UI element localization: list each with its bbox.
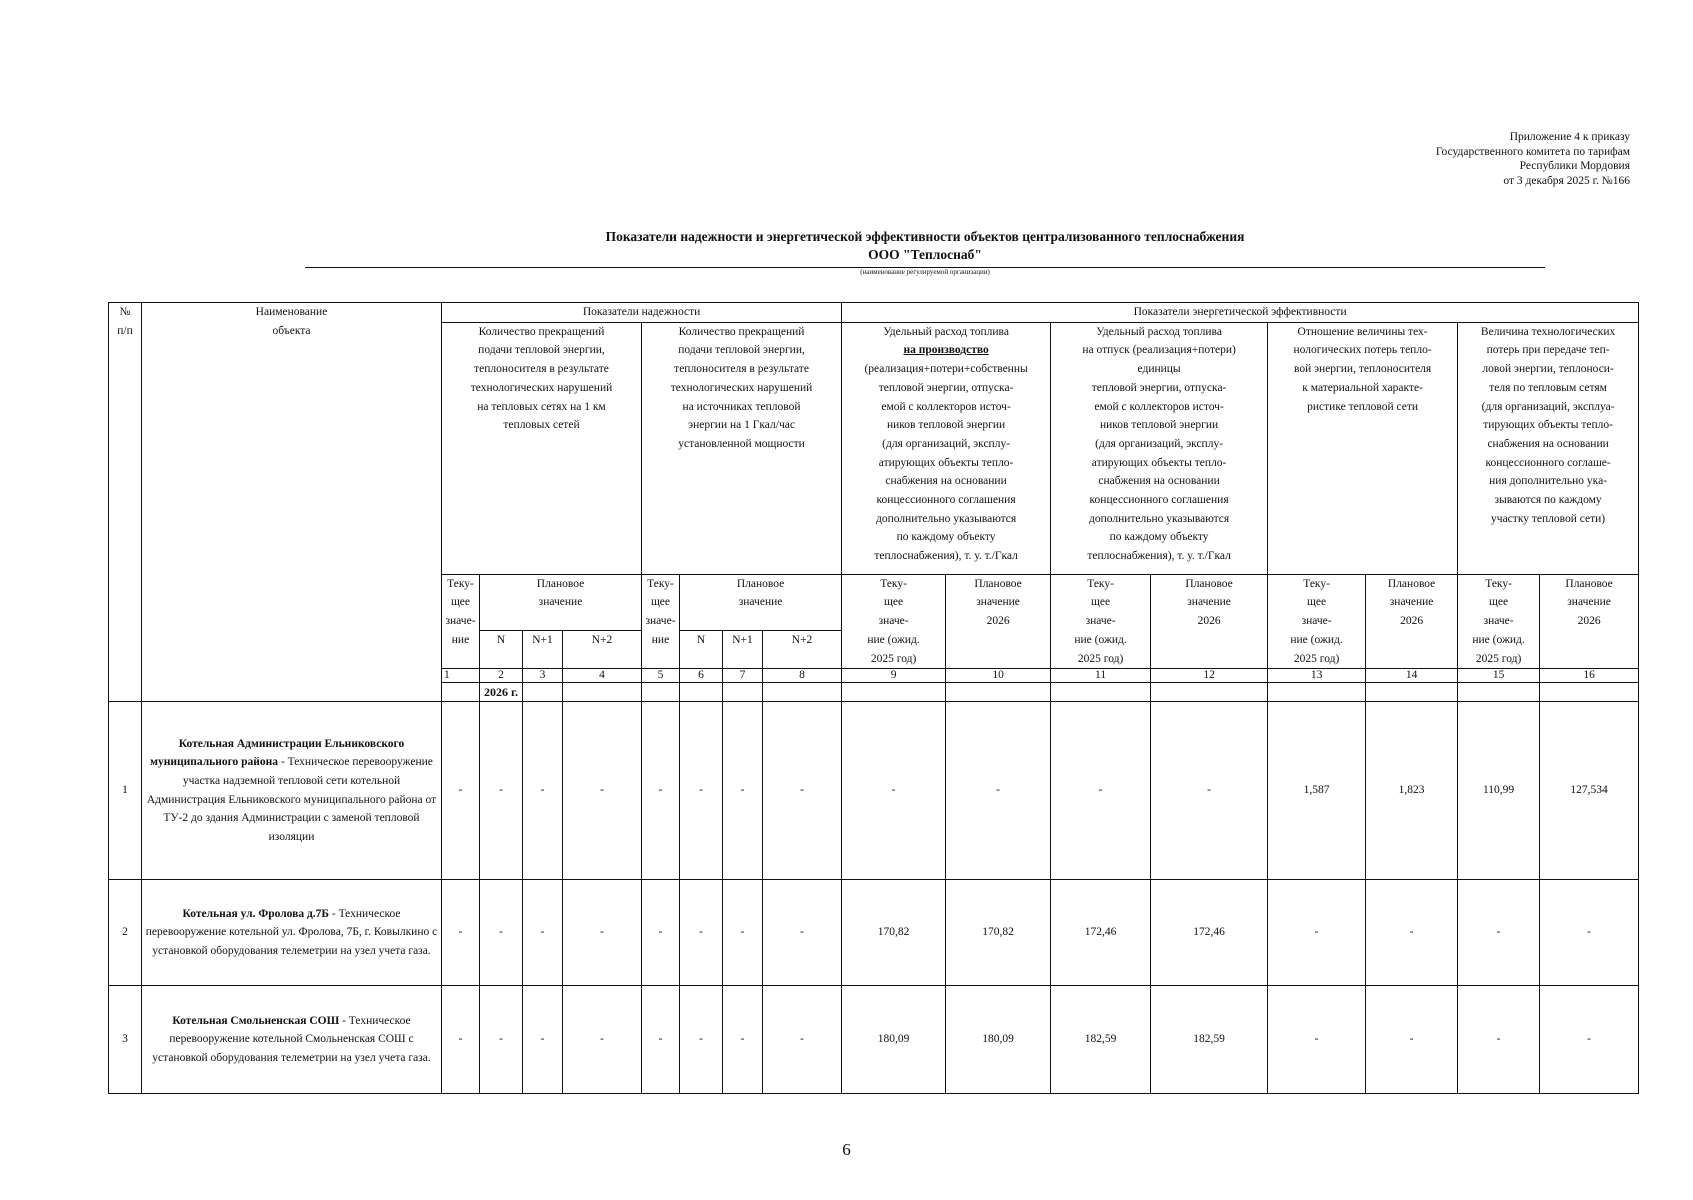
table-body [109, 702, 1639, 1094]
header-object-name: Наименование объекта [142, 303, 442, 702]
column-number: 5 [642, 669, 680, 683]
header-year-n1: N+1 [523, 631, 563, 669]
table-row [109, 986, 1639, 1094]
object-name-bold: Котельная Смольненская СОШ [172, 1014, 340, 1027]
value-cell: 1,823 [1366, 702, 1458, 880]
value-cell: 1,587 [1268, 702, 1366, 880]
value-cell: - [763, 702, 842, 880]
appendix-line: Государственного комитета по тарифам [1435, 145, 1630, 158]
value-cell: - [480, 702, 523, 880]
object-name-cell [142, 986, 442, 1094]
value-cell: 172,46 [1051, 880, 1151, 986]
value-cell: 182,59 [1051, 986, 1151, 1094]
organization-caption: (наименование регулируемой организации) [860, 268, 990, 276]
column-number: 8 [763, 669, 842, 683]
column-number: 15 [1458, 669, 1540, 683]
value-cell: 170,82 [842, 880, 946, 986]
header-year-n2: N+2 [563, 631, 642, 669]
header-planned-2026: Плановое значение 2026 [946, 574, 1051, 669]
value-cell: - [763, 880, 842, 986]
header-current-value-expected: Теку- щее значе- ние (ожид. 2025 год) [842, 574, 946, 669]
header-planned-2026: Плановое значение 2026 [1366, 574, 1458, 669]
object-name-cell [142, 880, 442, 986]
value-cell: - [642, 702, 680, 880]
organization-name: ООО "Теплоснаб" [868, 247, 982, 262]
object-name-bold: Котельная Администрации Ельниковского муниципального района [150, 737, 405, 769]
value-cell: - [523, 880, 563, 986]
value-cell: - [1540, 880, 1639, 986]
value-cell: - [680, 986, 723, 1094]
value-cell: 172,46 [1151, 880, 1268, 986]
column-number: 4 [563, 669, 642, 683]
value-cell: - [763, 986, 842, 1094]
table-row [109, 702, 1639, 880]
column-number: 10 [946, 669, 1051, 683]
appendix-line: Приложение 4 к приказу [1509, 131, 1630, 143]
value-cell: - [723, 880, 763, 986]
column-number: 3 [523, 669, 563, 683]
header-row-1 [109, 303, 1639, 323]
header-year-n: N [480, 631, 523, 669]
column-number: 13 [1268, 669, 1366, 683]
value-cell: - [1366, 986, 1458, 1094]
header-energy-efficiency: Показатели энергетической эффективности [842, 303, 1639, 323]
header-group-technological-losses: Величина технологических потерь при передаче теп- ловой энергии, теплоноси- теля по тепловым сетям (для организаций, эксплуа- тирующих объекты тепло- снабжения на основании концессионного соглаше- ния дополнительно ука- зываются по каждому участку тепловой сети) [1458, 322, 1639, 574]
header-number: № п/п [109, 303, 142, 702]
header-planned-2026: Плановое значение 2026 [1151, 574, 1268, 669]
value-cell: - [442, 702, 480, 880]
column-number: 11 [1051, 669, 1151, 683]
value-cell: - [642, 880, 680, 986]
value-cell: - [723, 986, 763, 1094]
column-number: 1 [442, 669, 480, 683]
column-number: 16 [1540, 669, 1639, 683]
page-number: 6 [842, 1140, 851, 1159]
value-cell: 127,534 [1540, 702, 1639, 880]
value-cell: - [480, 986, 523, 1094]
value-cell: - [563, 702, 642, 880]
header-current-value-expected: Теку- щее значе- ние (ожид. 2025 год) [1458, 574, 1540, 669]
value-cell: - [1458, 986, 1540, 1094]
value-cell: - [523, 986, 563, 1094]
object-name-description: - Техническое перевооружение котельной ул. Фролова, 7Б, г. Ковылкино с установкой оборудования телеметрии на узел учета газа. [145, 907, 438, 958]
header-group-loss-ratio: Отношение величины тех- нологических потерь тепло- вой энергии, теплоносителя к материальной характе- ристике тепловой сети [1268, 322, 1458, 574]
value-cell: - [946, 702, 1051, 880]
header-current-value: Теку- щее значе- ние [642, 574, 680, 669]
value-cell: - [1268, 986, 1366, 1094]
value-cell: - [642, 986, 680, 1094]
table-row [109, 880, 1639, 986]
value-cell: 182,59 [1151, 986, 1268, 1094]
header-current-value-expected: Теку- щее значе- ние (ожид. 2025 год) [1268, 574, 1366, 669]
header-planned-value: Плановое значение [680, 574, 842, 631]
header-year-n2: N+2 [763, 631, 842, 669]
document-title [305, 228, 1545, 264]
indicators-table [108, 302, 1639, 1094]
appendix-line: Республики Мордовия [1519, 160, 1630, 172]
value-cell: - [680, 702, 723, 880]
value-cell: - [1051, 702, 1151, 880]
value-cell: - [442, 986, 480, 1094]
value-cell: - [1540, 986, 1639, 1094]
title-line-1: Показатели надежности и энергетической эффективности объектов централизованного теплоснабжения [605, 229, 1245, 244]
object-name-description: - Техническое перевооружение котельной Смольненская СОШ с установкой оборудования телеметрии на узел учета газа. [152, 1014, 431, 1065]
value-cell: - [842, 702, 946, 880]
header-year-n: N [680, 631, 723, 669]
column-number: 9 [842, 669, 946, 683]
year-label: 2026 г. [480, 683, 523, 702]
column-number: 14 [1366, 669, 1458, 683]
value-cell: - [1268, 880, 1366, 986]
header-reliability: Показатели надежности [442, 303, 842, 323]
value-cell: - [563, 986, 642, 1094]
object-name-description: - Техническое перевооружение участка надземной тепловой сети котельной Администрация Ельниковского муниципального района от ТУ-2 до здания Администрации с заменой тепловой изоляции [146, 756, 437, 844]
value-cell: - [480, 880, 523, 986]
value-cell: - [723, 702, 763, 880]
value-cell: - [563, 880, 642, 986]
column-number: 12 [1151, 669, 1268, 683]
object-name-cell [142, 702, 442, 880]
object-name-bold: Котельная ул. Фролова д.7Б [182, 907, 329, 920]
value-cell: - [1458, 880, 1540, 986]
value-cell: - [1151, 702, 1268, 880]
header-current-value-expected: Теку- щее значе- ние (ожид. 2025 год) [1051, 574, 1151, 669]
value-cell: 180,09 [946, 986, 1051, 1094]
value-cell: 110,99 [1458, 702, 1540, 880]
column-number: 2 [480, 669, 523, 683]
header-planned-2026: Плановое значение 2026 [1540, 574, 1639, 669]
header-current-value: Теку- щее значе- ние [442, 574, 480, 669]
header-year-n1: N+1 [723, 631, 763, 669]
column-number: 6 [680, 669, 723, 683]
value-cell: - [1366, 880, 1458, 986]
header-group-network-interruptions: Количество прекращений подачи тепловой энергии, теплоносителя в результате технологических нарушений на тепловых сетях на 1 км тепловых сетей [442, 322, 642, 574]
value-cell: 170,82 [946, 880, 1051, 986]
column-number: 7 [723, 669, 763, 683]
appendix-line: от 3 декабря 2025 г. №166 [1503, 174, 1630, 187]
header-group-fuel-release: Удельный расход топлива на отпуск (реализация+потери) единицы тепловой энергии, отпуска- емой с коллекторов источ- ников тепловой энергии (для организаций, эксплу- атирующих объекты тепло- снабжения на основании концессионного соглашения дополнительно указываются по каждому объекту теплоснабжения), т. у. т./Гкал [1051, 322, 1268, 574]
value-cell: 180,09 [842, 986, 946, 1094]
value-cell: - [680, 880, 723, 986]
header-group-fuel-production: Удельный расход топлива на производство (реализация+потери+собственны тепловой энергии, отпуска- емой с коллекторов источ- ников тепловой энергии (для организаций, эксплу- атирующих объекты тепло- снабжения на основании концессионного соглашения дополнительно указываются по каждому объекту теплоснабжения), т. у. т./Гкал [842, 322, 1051, 574]
header-planned-value: Плановое значение [480, 574, 642, 631]
row-index: 1 [109, 702, 142, 880]
value-cell: - [523, 702, 563, 880]
value-cell: - [442, 880, 480, 986]
row-index: 3 [109, 986, 142, 1094]
row-index: 2 [109, 880, 142, 986]
header-group-source-interruptions: Количество прекращений подачи тепловой энергии, теплоносителя в результате технологических нарушений на источниках тепловой энергии на 1 Гкал/час установленной мощности [642, 322, 842, 574]
appendix-note [1436, 130, 1630, 188]
